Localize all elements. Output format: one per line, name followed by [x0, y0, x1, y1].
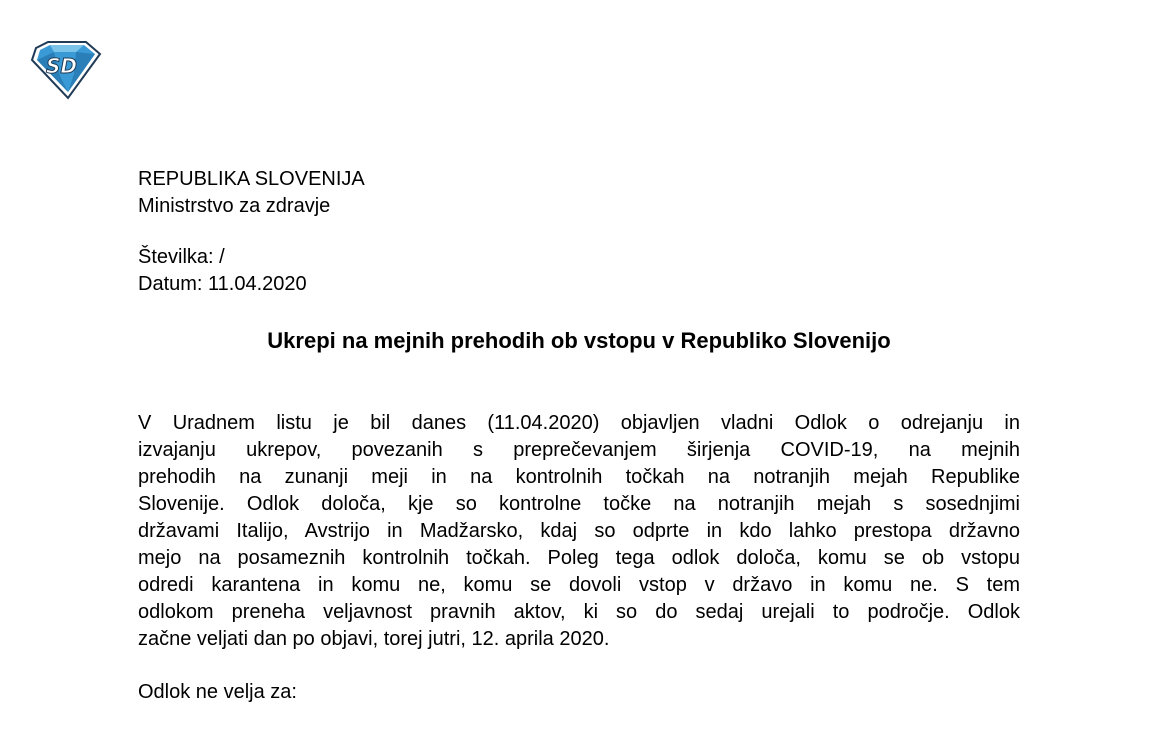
paragraph-line: začne veljati dan po objavi, torej jutri, 12. aprila 2020.	[138, 628, 610, 650]
truncated-text-fragment	[160, 735, 1020, 743]
paragraph-line: izvajanju ukrepov, povezanih s preprečevanjem širjenja COVID-19, na mejnih	[138, 439, 1020, 461]
paragraph-line: Slovenije. Odlok določa, kje so kontrolne točke na notranjih mejah s sosednjimi	[138, 493, 1020, 515]
paragraph-line: odlokom preneha veljavnost pravnih aktov, ki so do sedaj urejali to področje. Odlok	[138, 601, 1020, 623]
document-date: Datum: 11.04.2020	[138, 273, 307, 295]
exceptions-heading: Odlok ne velja za:	[138, 681, 297, 703]
paragraph-line: odredi karantena in komu ne, komu se dovoli vstop v državo in komu ne. S tem	[138, 574, 1020, 596]
paragraph-line: V Uradnem listu je bil danes (11.04.2020) objavljen vladni Odlok o odrejanju in	[138, 412, 1020, 434]
body-paragraph	[138, 410, 1020, 653]
svg-text:SD: SD	[46, 54, 78, 78]
document-number: Številka: /	[138, 246, 225, 268]
truncated-next-line	[160, 735, 1020, 743]
paragraph-line: državami Italijo, Avstrijo in Madžarsko, kdaj so odprte in kdo lahko prestopa državno	[138, 520, 1020, 542]
logo	[30, 40, 104, 100]
ministry-name: Ministrstvo za zdravje	[138, 195, 331, 217]
document-title: Ukrepi na mejnih prehodih ob vstopu v Republiko Slovenijo	[267, 328, 891, 353]
sd-diamond-logo-icon	[30, 40, 104, 100]
document-meta	[138, 244, 307, 298]
paragraph-line: mejo na posameznih kontrolnih točkah. Poleg tega odlok določa, komu se ob vstopu	[138, 547, 1020, 569]
sender-header	[138, 166, 365, 220]
republic-name: REPUBLIKA SLOVENIJA	[138, 168, 365, 190]
paragraph-line: prehodih na zunanji meji in na kontrolnih točkah na notranjih mejah Republike	[138, 466, 1020, 488]
